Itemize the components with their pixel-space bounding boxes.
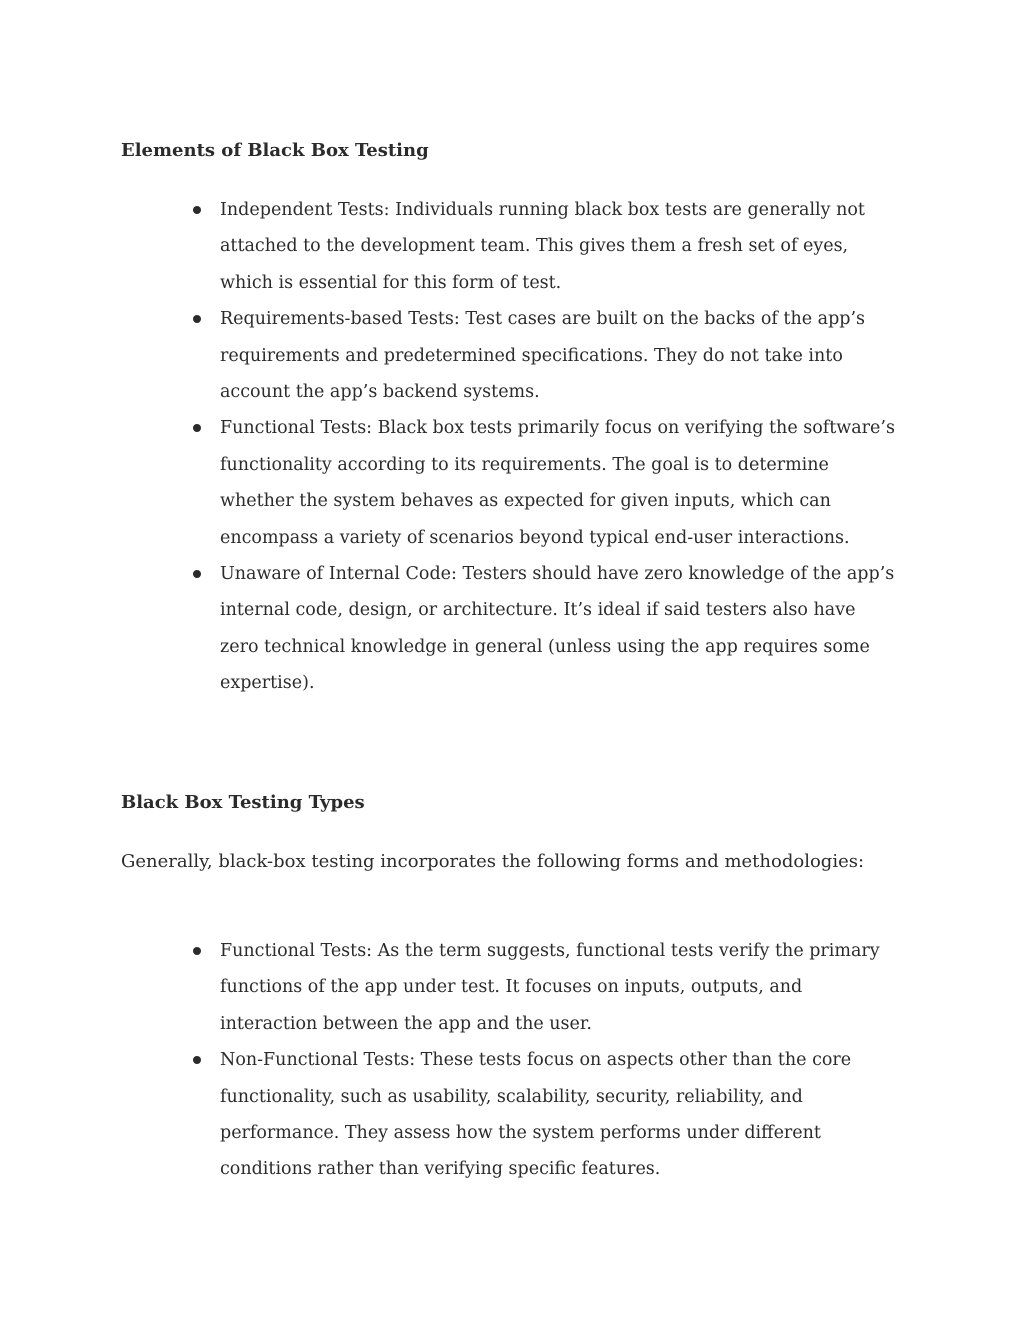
bullet-icon — [193, 424, 201, 432]
list-item-text: Unaware of Internal Code: Testers should have zero knowledge of the app’s internal code, design, or architecture. It’s ideal if said testers also have zero technical knowledge in general (unless using the app requires some expertise). — [220, 564, 895, 694]
list-item — [0, 556, 895, 702]
list-item — [0, 192, 895, 301]
list-item-text: Non-Functional Tests: These tests focus on aspects other than the core functionality, such as usability, scalability, security, reliability, and performance. They assess how the system performs under different conditions rather than verifying specific features. — [220, 1050, 852, 1180]
bullet-icon — [193, 1056, 201, 1064]
list-item — [0, 1042, 895, 1188]
list-item-text: Functional Tests: Black box tests primarily focus on verifying the software’s functionality according to its requirements. The goal is to determine whether the system behaves as expected for given inputs, which can encompass a variety of scenarios beyond typical end-user interactions. — [220, 418, 895, 548]
bullet-icon — [193, 315, 201, 323]
list-item-text: Requirements-based Tests: Test cases are built on the backs of the app’s requirements and predetermined specifications. They do not take into account the app’s backend systems. — [220, 309, 866, 403]
bullet-icon — [193, 206, 201, 214]
list-item — [0, 301, 895, 410]
bullet-icon — [193, 947, 201, 955]
list-item — [0, 410, 895, 556]
section-heading-types: Black Box Testing Types — [121, 792, 365, 813]
types-list — [0, 933, 895, 1188]
intro-paragraph: Generally, black-box testing incorporates the following forms and methodologies: — [121, 851, 865, 872]
elements-list — [0, 192, 895, 702]
list-item-text: Independent Tests: Individuals running black box tests are generally not attached to the development team. This gives them a fresh set of eyes, which is essential for this form of test. — [220, 200, 865, 293]
list-item — [0, 933, 895, 1042]
bullet-icon — [193, 570, 201, 578]
list-item-text: Functional Tests: As the term suggests, functional tests verify the primary functions of the app under test. It focuses on inputs, outputs, and interaction between the app and the user. — [220, 941, 880, 1034]
section-heading-elements: Elements of Black Box Testing — [121, 140, 429, 161]
